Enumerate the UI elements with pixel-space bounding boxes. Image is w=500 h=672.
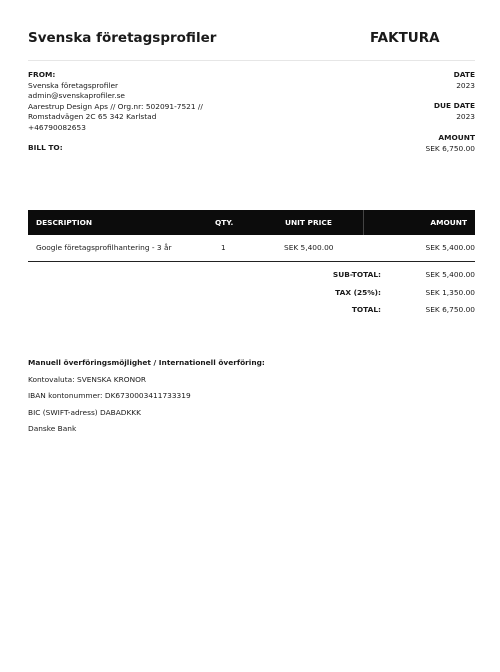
col-unit-price-header: UNIT PRICE: [285, 218, 332, 227]
from-line: +46790082653: [28, 122, 86, 132]
date-value: 2023: [456, 80, 475, 90]
amount-value: SEK 6,750.00: [425, 143, 475, 153]
payment-line: Kontovaluta: SVENSKA KRONOR: [28, 374, 147, 384]
col-description-header: DESCRIPTION: [36, 218, 93, 227]
total-value: SEK 6,750.00: [425, 305, 475, 314]
due-date-section: [434, 101, 475, 122]
item-qty: 1: [221, 243, 226, 252]
table-row: [28, 242, 475, 262]
tax-label: TAX (25%):: [335, 288, 381, 297]
payment-line: Danske Bank: [28, 424, 77, 433]
from-section: [28, 70, 203, 133]
payment-title: Manuell överföringsmöjlighet / Internationell överföring:: [28, 358, 265, 367]
document-title: FAKTURA: [370, 30, 440, 46]
from-line: Romstadvägen 2C 65 342 Karlstad: [28, 112, 157, 121]
item-description: Google företagsprofilhantering - 3 år: [36, 243, 172, 252]
from-line: admin@svenskaprofiler.se: [28, 91, 125, 100]
from-line: Svenska företagsprofiler: [28, 80, 119, 90]
amount-section: [426, 133, 475, 154]
item-amount: SEK 5,400.00: [425, 243, 475, 252]
company-name: Svenska företagsprofiler: [28, 30, 217, 46]
bill-to-label: BILL TO:: [28, 143, 63, 152]
date-label: DATE: [453, 70, 475, 79]
col-qty-header: QTY.: [215, 218, 234, 227]
due-date-label: DUE DATE: [433, 101, 475, 110]
payment-line: BIC (SWIFT-adress) DABADKKK: [28, 407, 141, 417]
table-header: [28, 210, 475, 235]
due-date-value: 2023: [456, 111, 475, 121]
item-unit-price: SEK 5,400.00: [284, 243, 334, 252]
date-section: [454, 70, 475, 91]
from-line: Aarestrup Design Aps // Org.nr: 502091-7521 //: [28, 101, 203, 111]
col-amount-header: AMOUNT: [430, 218, 467, 227]
header-divider-line: [363, 210, 364, 235]
amount-label: AMOUNT: [438, 133, 475, 142]
tax-value: SEK 1,350.00: [425, 288, 475, 297]
header-divider: [28, 60, 475, 61]
subtotal-value: SEK 5,400.00: [425, 270, 475, 279]
from-label: FROM:: [28, 70, 56, 79]
payment-section: [28, 358, 265, 441]
subtotal-label: SUB-TOTAL:: [332, 270, 381, 279]
payment-line: IBAN kontonummer: DK6730003411733319: [28, 391, 191, 400]
total-label: TOTAL:: [351, 305, 381, 314]
